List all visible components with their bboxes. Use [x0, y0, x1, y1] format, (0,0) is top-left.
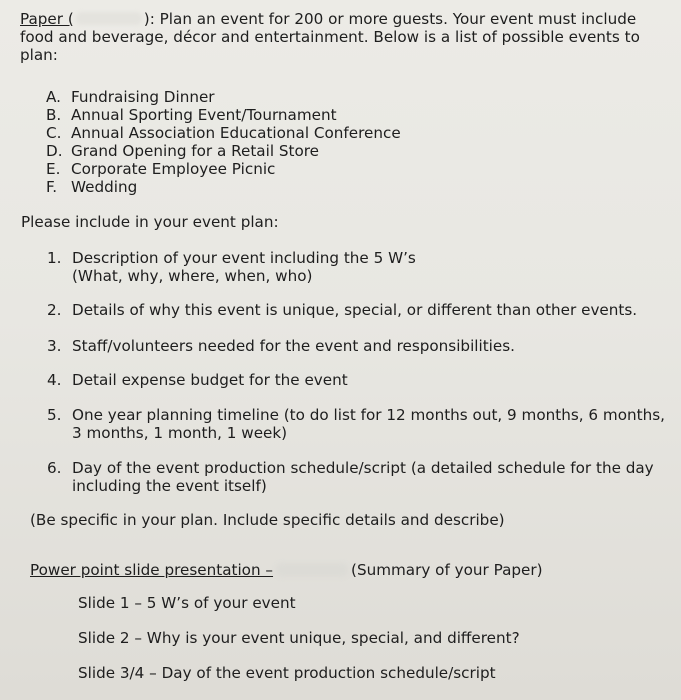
paper-label: Paper (: [20, 10, 74, 28]
be-specific-note: (Be specific in your plan. Include specific details and describe): [30, 511, 505, 529]
intro-line-1-text: ): Plan an event for 200 or more guests. Your event must include: [143, 10, 637, 28]
requirement-item-4: 4. Detail expense budget for the event: [47, 371, 348, 389]
intro-line-2: food and beverage, décor and entertainment. Below is a list of possible events to: [20, 28, 640, 46]
list-item: D. Grand Opening for a Retail Store: [46, 142, 320, 160]
powerpoint-heading: [30, 561, 543, 579]
list-item: F. Wedding: [46, 178, 138, 196]
requirement-item-1: 1. Description of your event including the 5 W’s (What, why, where, when, who): [47, 249, 416, 285]
requirement-item-6: 6. Day of the event production schedule/script (a detailed schedule for the day including the event itself): [47, 459, 654, 495]
slide-item-2: Slide 2 – Why is your event unique, special, and different?: [78, 629, 520, 647]
intro-paragraph: [20, 10, 670, 64]
list-item: A. Fundraising Dinner: [46, 88, 215, 106]
requirement-item-3: 3. Staff/volunteers needed for the event and responsibilities.: [47, 337, 515, 355]
redacted-name: [76, 12, 142, 25]
list-item: B. Annual Sporting Event/Tournament: [46, 106, 337, 124]
slide-item-3: Slide 3/4 – Day of the event production schedule/script: [78, 664, 496, 682]
powerpoint-label: Power point slide presentation –: [30, 561, 274, 579]
list-item: E. Corporate Employee Picnic: [46, 160, 276, 178]
list-item: C. Annual Association Educational Conference: [46, 124, 401, 142]
intro-line-3: plan:: [20, 46, 58, 64]
powerpoint-summary: (Summary of your Paper): [351, 561, 543, 579]
requirement-item-5: 5. One year planning timeline (to do list for 12 months out, 9 months, 6 months, 3 months, 1 month, 1 week): [47, 406, 665, 442]
redacted-text: [276, 563, 348, 577]
event-options-list: [46, 88, 401, 196]
requirement-item-2: 2. Details of why this event is unique, special, or different than other events.: [47, 301, 638, 319]
intro-line-1: [20, 10, 670, 28]
slide-item-1: Slide 1 – 5 W’s of your event: [78, 594, 296, 612]
include-heading: Please include in your event plan:: [21, 213, 279, 231]
